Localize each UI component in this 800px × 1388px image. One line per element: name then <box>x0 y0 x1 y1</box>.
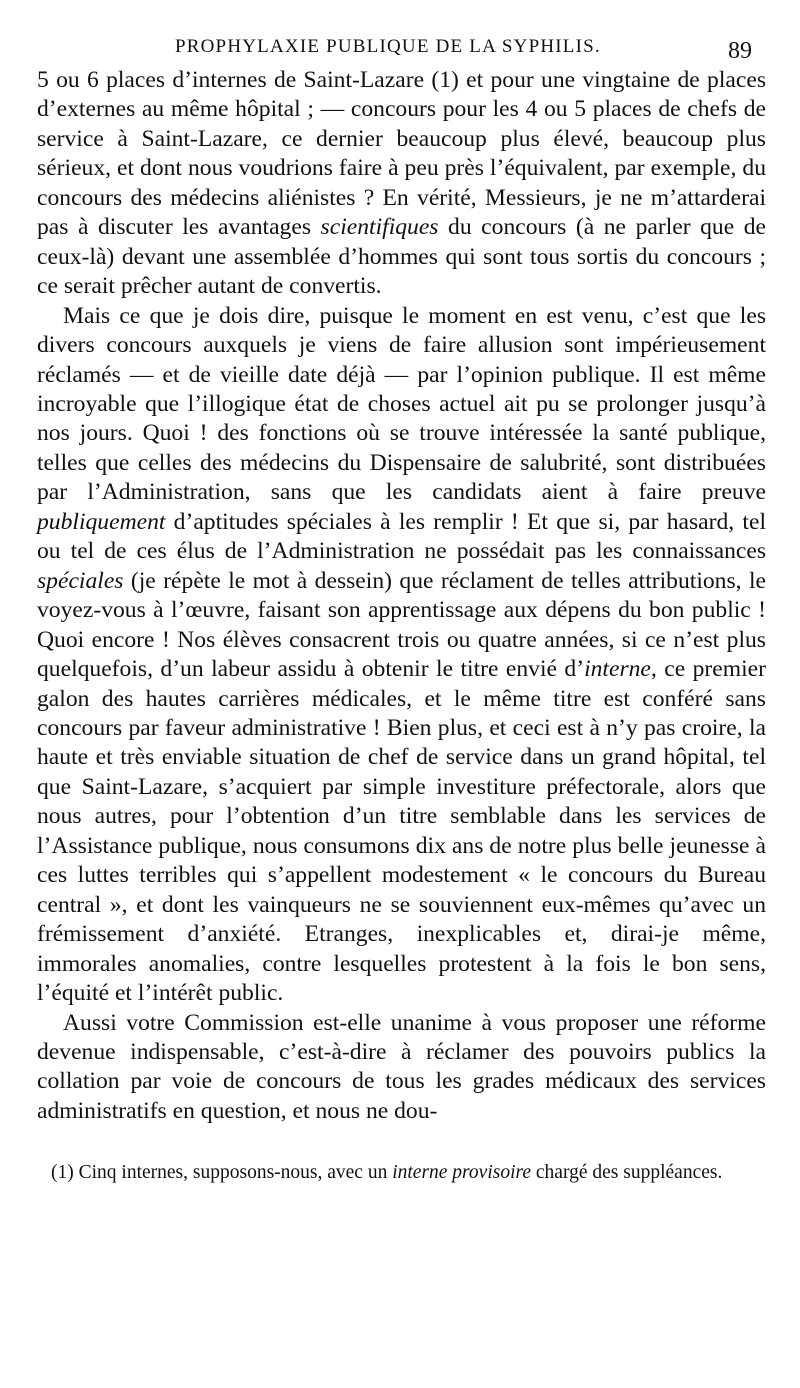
page-number: 89 <box>728 38 752 64</box>
body-text <box>37 66 766 1126</box>
paragraph-1 <box>37 66 766 302</box>
paragraph-2-text-c: (je répète le mot à dessein) que réclament de telles attributions, le voyez-vous à l’œuvre, faisant son apprentissage aux dépens du bon public ! Quoi encore ! Nos élèves consacrent trois ou quatre années, si ce n’est plus quelquefois, d’un labeur assidu à obtenir le titre envié d’ <box>37 567 766 683</box>
italic-interne: interne <box>584 656 651 683</box>
footnote-text-a: (1) Cinq internes, supposons-nous, avec un <box>51 1162 393 1184</box>
paragraph-1-text-a: 5 ou 6 places d’internes de Saint-Lazare (1) et pour une vingtaine de places d’externes au même hôpital ; — concours pour les 4 ou 5 places de chefs de service à Saint-Lazare, ce dernier beaucoup plus élevé, beaucoup plus sérieux, et dont nous voudrions faire à peu près l’équivalent, par exemple, du concours des médecins aliénistes ? En vérité, Messieurs, je ne m’attarderai pas à discuter les avantages <box>37 67 766 241</box>
italic-publiquement: publiquement <box>37 508 166 535</box>
footnote-text-b: chargé des suppléances. <box>531 1162 723 1184</box>
paragraph-2-text-b: d’aptitudes spéciales à les remplir ! Et que si, par hasard, tel ou tel de ces élus de l’Administration ne possédait pas les connaissances <box>37 508 766 565</box>
paragraph-1-text-b: du concours (à ne parler que de ceux-là) devant une assemblée d’hommes qui sont tous sortis du concours ; ce serait prêcher autant de convertis. <box>37 214 766 300</box>
running-title: PROPHYLAXIE PUBLIQUE DE LA SYPHILIS. <box>175 36 601 57</box>
page-header <box>37 0 766 66</box>
paragraph-2 <box>37 302 766 1009</box>
paragraph-2-text-a: Mais ce que je dois dire, puisque le moment en est venu, c’est que les divers concours auxquels je viens de faire allusion sont impérieusement réclamés — et de vieille date déjà — par l’opinion publique. Il est même incroyable que l’illogique état de choses actuel ait pu se prolonger jusqu’à nos jours. Quoi ! des fonctions où se trouve intéressée la santé publique, telles que celles des médecins du Dispensaire de salubrité, sont distribuées par l’Administration, sans que les candidats aient à faire preuve <box>37 302 766 506</box>
italic-scientifiques: scientifiques <box>320 214 439 241</box>
footnote <box>37 1160 766 1185</box>
paragraph-3-text: Aussi votre Commission est-elle unanime à vous proposer une réforme devenue indispensable, c’est-à-dire à réclamer des pouvoirs publics la collation par voie de concours de tous les grades médicaux des services administratifs en question, et nous ne dou- <box>37 1009 766 1124</box>
italic-interne-provisoire: interne provisoire <box>392 1162 532 1184</box>
italic-speciales: spéciales <box>37 567 124 594</box>
paragraph-2-text-d: , ce premier galon des hautes carrières médicales, et le même titre est conféré sans concours par faveur administrative ! Bien plus, et ceci est à n’y pas croire, la haute et très enviable situation de chef de service dans un grand hôpital, tel que Saint-Lazare, s’acquiert par simple investiture préfectorale, alors que nous autres, pour l’obtention d’un titre semblable dans les services de l’Assistance publique, nous consumons dix ans de notre plus belle jeunesse à ces luttes terribles qui s’appellent modestement « le concours du Bureau central », et dont les vainqueurs ne se souviennent eux-mêmes qu’avec un frémissement d’anxiété. Etranges, inexplicables et, dirai-je même, immorales anomalies, contre lesquelles protestent à la fois le bon sens, l’équité et l’intérêt public. <box>37 656 766 1007</box>
paragraph-3 <box>37 1009 766 1127</box>
